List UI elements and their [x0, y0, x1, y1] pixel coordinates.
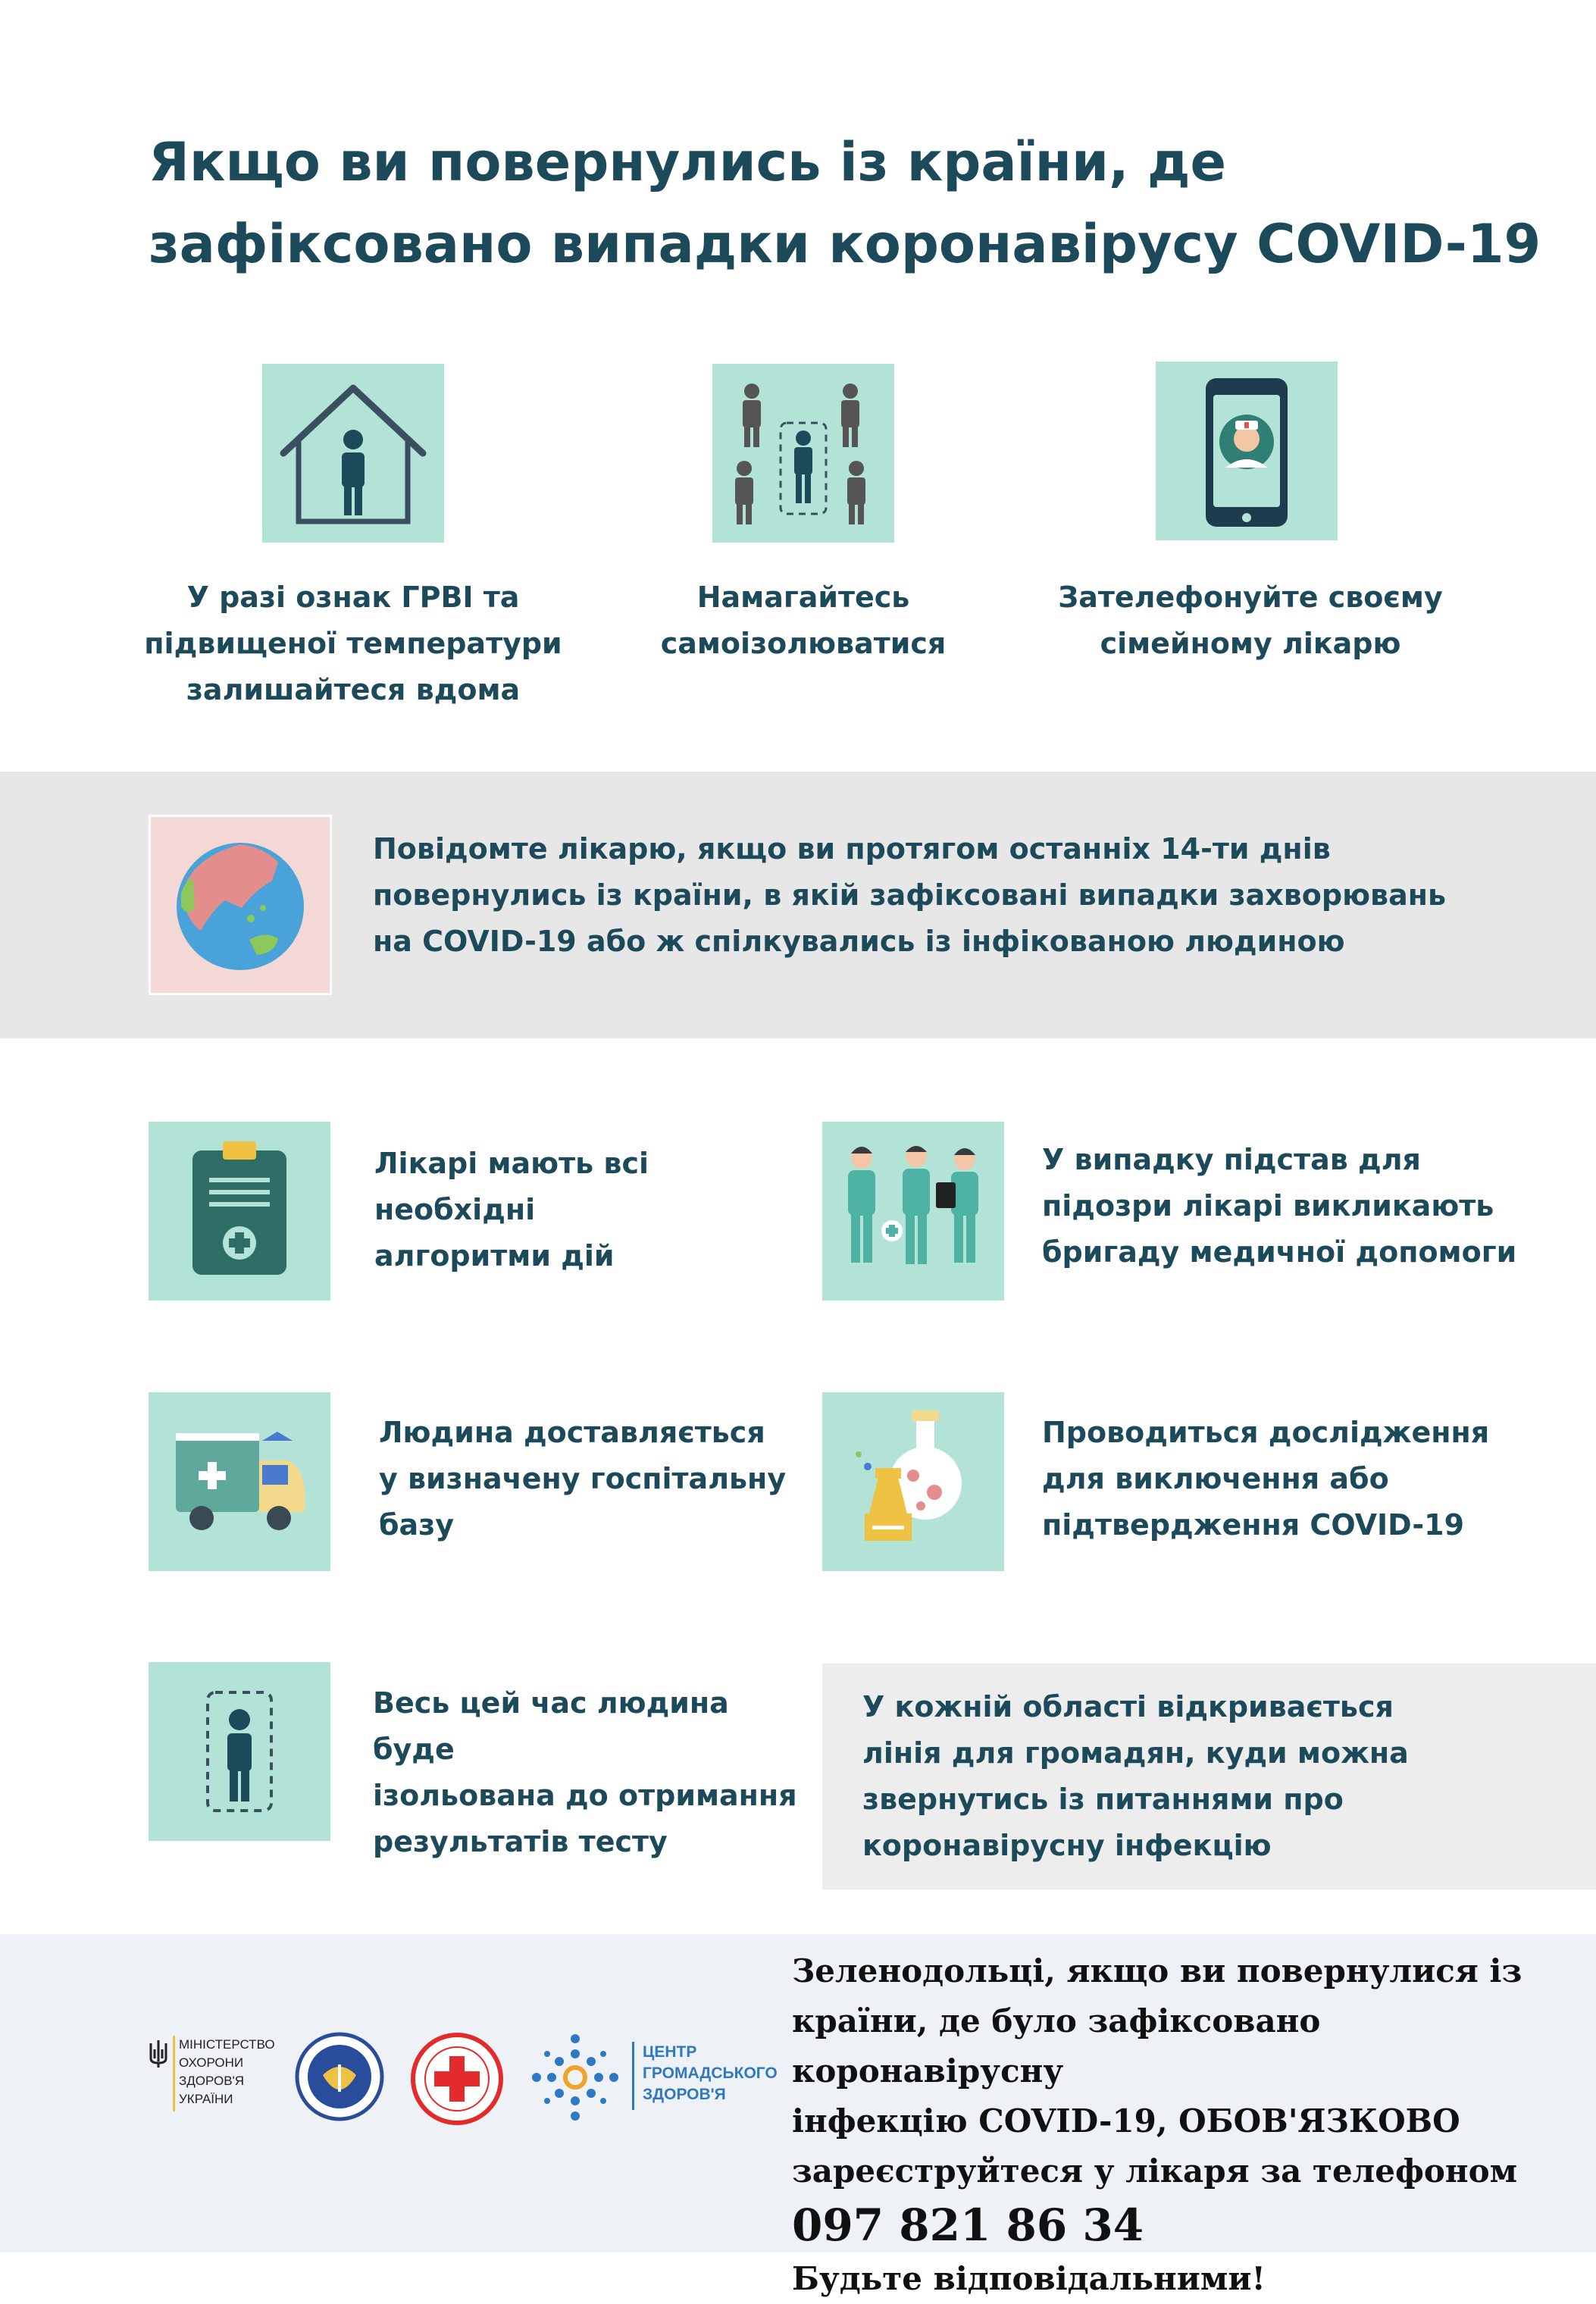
step-caption-isolate: [629, 574, 978, 667]
notice-line: повернулись із країни, в якій зафіксовані випадки захворювань: [373, 878, 1447, 912]
item-line: алгоритми дій: [374, 1239, 615, 1273]
lab-flask-icon: [822, 1392, 1004, 1571]
item-line: результатів тесту: [373, 1825, 668, 1858]
clipboard-icon: [149, 1122, 330, 1301]
hotline-line: звернутись із питаннями про: [862, 1783, 1344, 1816]
step-caption-call-doctor: [1046, 574, 1455, 667]
item-line: підтвердження COVID-19: [1042, 1508, 1465, 1542]
caption-line: сімейному лікарю: [1100, 627, 1401, 660]
caption-line: Намагайтесь: [696, 581, 910, 614]
moh-text: [179, 2036, 275, 2108]
phone-doctor-icon: [1156, 362, 1338, 540]
item-doctors-algorithms: [374, 1141, 799, 1279]
item-line: Проводиться дослідження: [1042, 1416, 1490, 1449]
moh-line: ОХОРОНИ: [179, 2055, 244, 2070]
notice-line: на COVID-19 або ж спілкувались із інфікованою людиною: [373, 925, 1345, 958]
closing-line: Будьте відповідальними!: [792, 2260, 1266, 2297]
item-line: підозри лікарі викликають: [1042, 1189, 1494, 1222]
hotline-text: [862, 1684, 1575, 1869]
call-to-action: [792, 1946, 1588, 2304]
house-person-icon: [262, 364, 444, 543]
item-line: для виключення або: [1042, 1462, 1389, 1495]
blue-seal-logo-icon: [294, 2031, 385, 2122]
caption-line: Зателефонуйте своєму: [1058, 581, 1443, 614]
globe-icon: [149, 815, 332, 995]
title-line-2: зафіксовано випадки коронавірусу COVID-19: [149, 213, 1541, 275]
moh-line: МІНІСТЕРСТВО: [179, 2037, 275, 2052]
hotline-line: У кожній області відкривається: [862, 1690, 1394, 1723]
phone-number[interactable]: 097 821 86 34: [792, 2199, 1144, 2251]
caption-line: самоізолюватися: [660, 627, 947, 660]
phc-line: ЦЕНТР: [643, 2043, 697, 2061]
caption-line: У разі ознак ГРВІ та: [186, 581, 520, 614]
phc-text: [643, 2042, 778, 2105]
cta-line: зареєструйтеся у лікаря за телефоном: [792, 2152, 1518, 2190]
page-title: [149, 121, 1551, 285]
item-line: У випадку підстав для: [1042, 1143, 1421, 1176]
hotline-line: лінія для громадян, куди можна: [862, 1736, 1409, 1770]
item-line: ізольована до отримання: [373, 1779, 797, 1812]
red-cross-logo-icon: [409, 2031, 505, 2127]
caption-line: підвищеної температури: [144, 627, 562, 660]
notice-line: Повідомте лікарю, якщо ви протягом останніх 14-ти днів: [373, 832, 1331, 866]
ambulance-icon: [149, 1392, 330, 1571]
phc-line: ЗДОРОВ'Я: [643, 2086, 726, 2103]
item-isolation-until-results: [373, 1680, 797, 1865]
moh-logo: [149, 2036, 275, 2111]
item-ambulance-called: [1042, 1137, 1573, 1276]
cta-line: Зеленодольці, якщо ви повернулися із: [792, 1952, 1522, 1989]
hotline-line: коронавірусну інфекцію: [862, 1829, 1272, 1862]
item-line: Лікарі мають всі необхідні: [374, 1147, 649, 1226]
title-line-1: Якщо ви повернулись із країни, де: [149, 131, 1227, 193]
cta-line: інфекцію COVID-19, ОБОВ'ЯЗКОВО: [792, 2102, 1460, 2140]
item-hospital-base: [379, 1410, 803, 1548]
item-line: у визначену госпітальну: [379, 1462, 787, 1495]
item-line: базу: [379, 1508, 455, 1542]
self-isolation-icon: [712, 364, 894, 543]
item-line: бригаду медичної допомоги: [1042, 1235, 1517, 1269]
item-line: Весь цей час людина буде: [373, 1686, 729, 1766]
phc-line: ГРОМАДСЬКОГО: [643, 2065, 778, 2082]
step-caption-stay-home: [133, 574, 573, 713]
medical-team-icon: [822, 1122, 1004, 1301]
phc-divider: [632, 2042, 634, 2110]
moh-line: УКРАЇНИ: [179, 2092, 233, 2106]
item-line: Людина доставляється: [379, 1416, 765, 1449]
trident-icon: [149, 2039, 168, 2069]
notice-text: [373, 826, 1555, 965]
cta-line: країни, де було зафіксовано коронавірусну: [792, 2002, 1321, 2090]
public-health-center-logo-icon: [529, 2031, 621, 2124]
isolated-person-icon: [149, 1662, 330, 1841]
moh-divider: [173, 2036, 175, 2111]
caption-line: залишайтеся вдома: [186, 673, 521, 706]
moh-line: ЗДОРОВ'Я: [179, 2074, 245, 2088]
item-testing: [1042, 1410, 1573, 1548]
